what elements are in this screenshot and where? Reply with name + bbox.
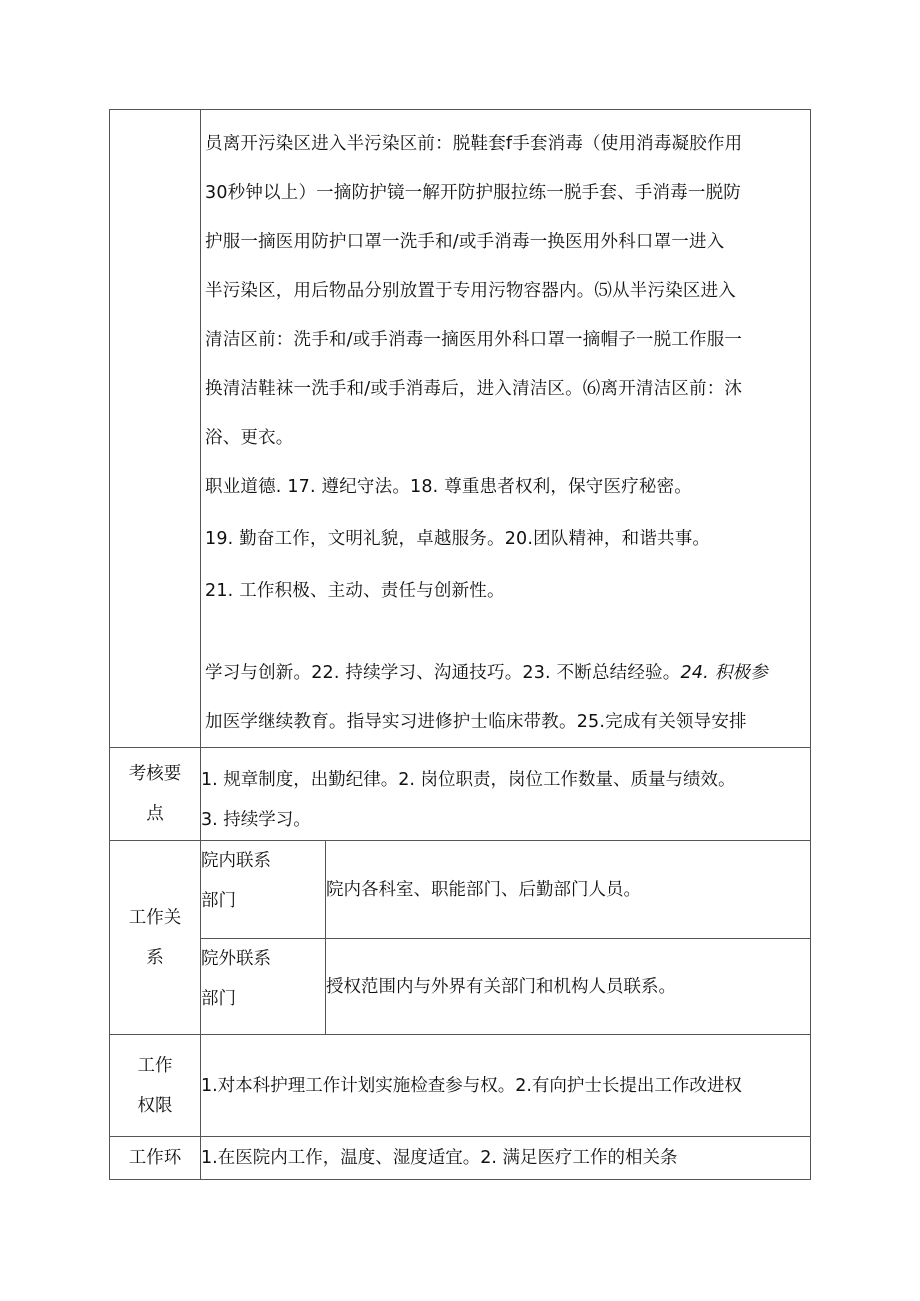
internal-contact-label-1: 院内联系 <box>201 851 271 871</box>
environment-row <box>110 1137 811 1180</box>
duty-line: 浴、更衣。 <box>205 428 294 448</box>
duty-line: 护服一摘医用防护口罩一洗手和/或手消毒一换医用外科口罩一进入 <box>205 232 725 252</box>
ethics-line-3: 21. 工作积极、主动、责任与创新性。 <box>205 581 505 601</box>
ethics-line-2: 19. 勤奋工作，文明礼貌，卓越服务。20.团队精神，和谐共事。 <box>205 529 711 549</box>
external-contact-text: 授权范围内与外界有关部门和机构人员联系。 <box>326 939 811 1035</box>
assessment-content <box>201 748 811 841</box>
duties-row <box>110 110 811 748</box>
external-contact-label-1: 院外联系 <box>201 949 271 969</box>
relations-label <box>110 841 201 1035</box>
environment-label: 工作环 <box>110 1137 201 1180</box>
relations-internal-row <box>110 841 811 939</box>
assessment-label-2: 点 <box>146 804 164 824</box>
duty-line: 员离开污染区进入半污染区前：脱鞋套f手套消毒（使用消毒凝胶作用 <box>205 134 743 154</box>
authority-text: 1.对本科护理工作计划实施检查参与权。2.有向护士长提出工作改进权 <box>201 1035 811 1137</box>
external-contact-label-2: 部门 <box>201 989 236 1009</box>
learning-line-2: 加医学继续教育。指导实习进修护士临床带教。25.完成有关领导安排 <box>205 712 747 732</box>
authority-label-2: 权限 <box>137 1095 173 1116</box>
ethics-line-1: 职业道德. 17. 遵纪守法。18. 尊重患者权利，保守医疗秘密。 <box>205 477 693 497</box>
job-description-table <box>109 109 811 1180</box>
learning-line-1b: 24. 积极参 <box>680 663 768 683</box>
duty-line: 30秒钟以上）一摘防护镜一解开防护服拉练一脱手套、手消毒一脱防 <box>205 183 741 203</box>
assessment-label <box>110 748 201 841</box>
learning-line-1a: 学习与创新。22. 持续学习、沟通技巧。23. 不断总结经验。 <box>205 663 681 683</box>
internal-contact-label-2: 部门 <box>201 891 236 911</box>
internal-contact-text: 院内各科室、职能部门、后勤部门人员。 <box>326 841 811 939</box>
duties-label-cell <box>110 110 201 748</box>
assessment-row <box>110 748 811 841</box>
authority-row <box>110 1035 811 1137</box>
assessment-label-1: 考核要 <box>128 764 182 784</box>
learning-line-1 <box>205 649 806 698</box>
assessment-line-1: 1. 规章制度，出勤纪律。2. 岗位职责，岗位工作数量、质量与绩效。 <box>201 770 736 790</box>
relations-label-2: 系 <box>146 947 164 968</box>
duty-line: 半污染区，用后物品分别放置于专用污物容器内。⑸从半污染区进入 <box>205 281 736 301</box>
duties-text <box>201 110 810 747</box>
internal-contact-label <box>201 841 326 939</box>
relations-external-row <box>110 939 811 1035</box>
duty-line: 清洁区前：洗手和/或手消毒一摘医用外科口罩一摘帽子一脱工作服一 <box>205 330 743 350</box>
relations-label-1: 工作关 <box>128 907 182 928</box>
duties-content-cell <box>201 110 811 748</box>
authority-label <box>110 1035 201 1137</box>
environment-text: 1.在医院内工作，温度、湿度适宜。2. 满足医疗工作的相关条 <box>201 1137 811 1180</box>
authority-label-1: 工作 <box>137 1055 173 1076</box>
assessment-line-2: 3. 持续学习。 <box>201 810 311 830</box>
external-contact-label <box>201 939 326 1035</box>
duty-line: 换清洁鞋袜一洗手和/或手消毒后，进入清洁区。⑹离开清洁区前：沐 <box>205 379 743 399</box>
